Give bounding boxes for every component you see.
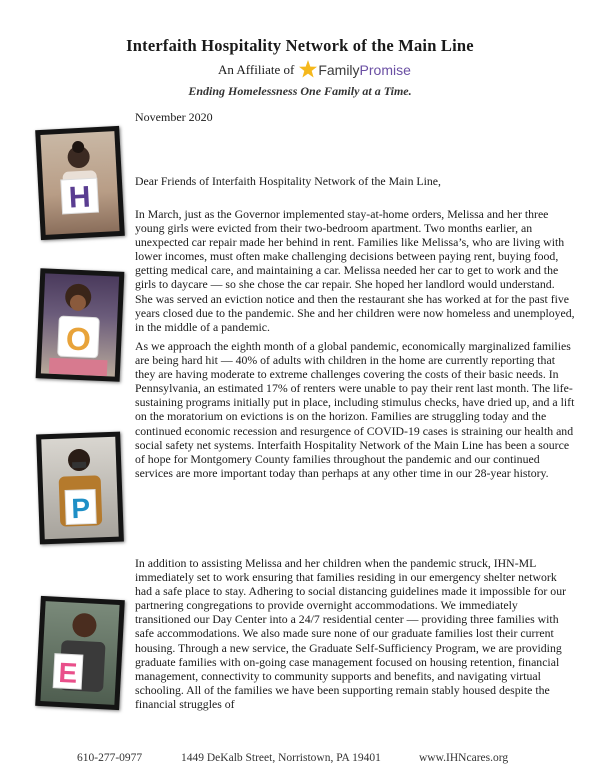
affiliate-line bbox=[218, 59, 411, 81]
family-promise-star-icon bbox=[298, 59, 318, 81]
letter-paragraph-3: In addition to assisting Melissa and her children when the pandemic struck, IHN-ML immediately set to work ensuring that families residing in our emergency shelter network had a safe place to stay. Adhering to social distancing guidelines made it impossible for our partnering congregations to provide overnight accommodations. We immediately transitioned our Day Center into a 24/7 residential center — providing three families with safe accommodations. We also made sure none of our graduate families lost their current housing. Through a new service, the Graduate Self-Sufficiency Program, we are providing graduate families with on-going case management focused on housing retention, financial management, connectivity to community supports and benefits, and navigating virtual schooling. All of the families we have been supporting remain stably housed despite the financial struggles of bbox=[135, 556, 567, 711]
photo-o bbox=[36, 268, 125, 382]
photo-e bbox=[35, 596, 125, 710]
letter-greeting: Dear Friends of Interfaith Hospitality Network of the Main Line, bbox=[135, 174, 441, 188]
org-name: Interfaith Hospitality Network of the Main Line bbox=[126, 36, 474, 55]
family-promise-logo bbox=[298, 59, 411, 81]
photo-letter-h: H bbox=[68, 180, 92, 215]
logo-family-text: Family bbox=[318, 62, 360, 78]
footer-phone: 610-277-0977 bbox=[77, 752, 143, 764]
logo-promise-text: Promise bbox=[359, 62, 411, 78]
letter-paragraph-2: As we approach the eighth month of a global pandemic, economically marginalized families are being hard hit — 40% of adults with children in the home are currently reporting that they are having moderate to extreme challenges covering the costs of their basic needs. In Pennsylvania, an estimated 17% of renters were unable to pay their rent last month. The life-sustaining programs initially put in place, including stimulus checks, have dried up, and a lift on the moratorium on evictions is on the horizon. Families are struggling today and the continued economic recession and resurgence of COVID-19 cases is straining our health and social safety net systems. Interfaith Hospitality Network of the Main Line has been a source of hope for Montgomery County families throughout the pandemic and our continued services are more important today than perhaps at any other time in our 28-year history. bbox=[135, 339, 575, 480]
photo-letter-e: E bbox=[57, 656, 79, 689]
photo-h bbox=[35, 126, 125, 240]
photo-p bbox=[36, 432, 124, 545]
letter-date: November 2020 bbox=[135, 110, 213, 124]
photo-letter-p: P bbox=[70, 492, 91, 525]
tagline: Ending Homelessness One Family at a Time. bbox=[188, 84, 412, 98]
footer-website: www.IHNcares.org bbox=[419, 752, 509, 764]
letter-paragraph-1: In March, just as the Governor implemented stay-at-home orders, Melissa and her three young girls were evicted from their two-bedroom apartment. Two months earlier, an unexpected car repair made her behind in rent. Families like Melissa’s, who are living with lower incomes, must often make challenging decisions between paying rent, buying food, getting medical care, and maintaining a car. Melissa needed her car to get to work and the girls to daycare — so she chose the car repair. She hoped her landlord would understand. She was served an eviction notice and then the restaurant she has worked at for the past five years closed due to the pandemic. She and her children were now homeless and unemployed, in the middle of a pandemic. bbox=[135, 207, 575, 334]
footer-address: 1449 DeKalb Street, Norristown, PA 19401 bbox=[181, 752, 381, 764]
affiliate-text: An Affiliate of bbox=[218, 62, 295, 77]
photo-letter-o: O bbox=[65, 320, 92, 358]
